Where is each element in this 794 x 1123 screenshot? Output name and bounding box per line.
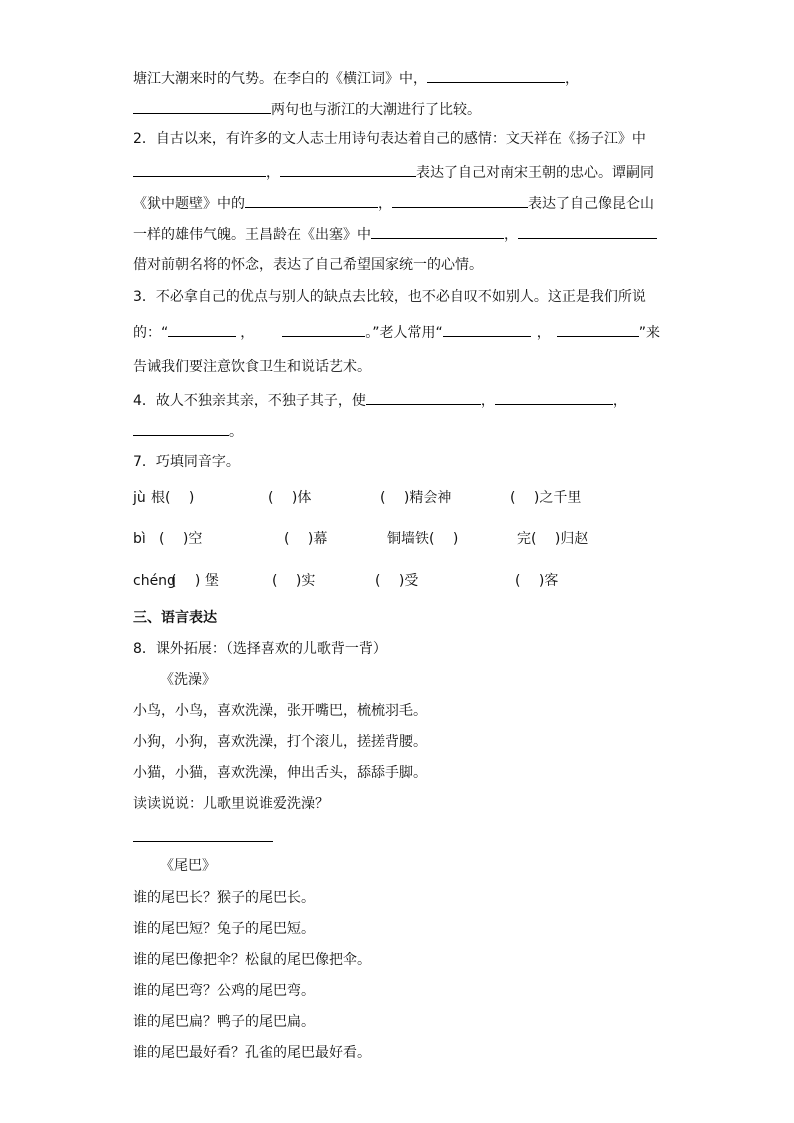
section-heading xyxy=(133,609,217,627)
q3-separator: ， xyxy=(240,325,255,341)
q2-text: 一样的雄伟气魄。王昌龄在《出塞》中 xyxy=(133,227,371,243)
q3-text: ”来 xyxy=(638,325,661,341)
poem1-line-text: 小鸟，小鸟，喜欢洗澡，张开嘴巴，梳梳羽毛。 xyxy=(133,703,427,719)
q2-text: 表达了自己对南宋王朝的忠心。谭嗣同 xyxy=(416,165,654,181)
q4-line-2 xyxy=(133,421,243,441)
q1-line-2 xyxy=(133,99,481,119)
q3-line-2 xyxy=(133,322,660,342)
q7-title xyxy=(133,453,240,471)
q3-text: 。”老人常用“ xyxy=(365,325,443,341)
poem1-title-text: 《洗澡》 xyxy=(160,672,216,688)
q2-text: 《狱中题壁》中的 xyxy=(133,196,245,212)
poem1-line xyxy=(133,702,427,720)
q4-text: 4．故人不独亲其亲，不独子其子，使 xyxy=(133,393,366,409)
q7-title-text: 7．巧填同音字。 xyxy=(133,454,240,470)
poem2-line xyxy=(133,889,315,907)
homophone-item[interactable]: 铜墙铁( ) xyxy=(387,531,459,547)
section-heading-text: 三、语言表达 xyxy=(133,610,217,626)
poem1-line-text: 小猫，小猫，喜欢洗澡，伸出舌头，舔舔手脚。 xyxy=(133,765,427,781)
poem1-question-text: 读读说说：儿歌里说谁爱洗澡？ xyxy=(133,796,329,812)
poem1-line xyxy=(133,764,427,782)
homophone-item[interactable]: ( ) 堡 xyxy=(171,573,219,589)
q2-text: 借对前朝名将的怀念，表达了自己希望国家统一的心情。 xyxy=(133,257,483,273)
q2-separator: ， xyxy=(378,196,392,212)
answer-blank[interactable] xyxy=(557,322,639,337)
poem2-line-text: 谁的尾巴短？兔子的尾巴短。 xyxy=(133,921,315,937)
answer-blank[interactable] xyxy=(366,390,481,405)
q2-line-1 xyxy=(133,130,646,148)
answer-blank[interactable] xyxy=(518,224,657,239)
q8-title xyxy=(133,640,387,658)
poem2-line-text: 谁的尾巴像把伞？松鼠的尾巴像把伞。 xyxy=(133,952,371,968)
q3-text: 的：“ xyxy=(133,325,169,341)
poem1-title xyxy=(160,671,216,689)
homophone-item[interactable]: ( )精会神 xyxy=(380,490,452,506)
poem1-line-text: 小狗，小狗，喜欢洗澡，打个滚儿，搓搓背腰。 xyxy=(133,734,427,750)
homophone-item[interactable]: 完( )归赵 xyxy=(517,531,589,547)
answer-blank[interactable] xyxy=(282,322,365,337)
q2-text: 表达了自己像昆仑山 xyxy=(528,196,654,212)
homophone-item[interactable]: 根( ) xyxy=(151,490,195,506)
q3-text: 3．不必拿自己的优点与别人的缺点去比较，也不必自叹不如别人。这正是我们所说 xyxy=(133,289,646,305)
homophone-item[interactable]: ( )实 xyxy=(272,573,316,589)
q3-line-3 xyxy=(133,358,371,376)
answer-line[interactable] xyxy=(133,841,273,842)
homophone-item[interactable]: ( )之千里 xyxy=(510,490,582,506)
q2-line-2 xyxy=(133,162,654,182)
q4-separator: ， xyxy=(480,393,495,409)
answer-blank[interactable] xyxy=(427,68,565,83)
q1-separator: ， xyxy=(565,71,579,87)
answer-blank[interactable] xyxy=(133,162,266,177)
q3-text: 告诫我们要注意饮食卫生和说话艺术。 xyxy=(133,359,371,375)
poem1-question xyxy=(133,795,329,813)
homophone-item[interactable]: ( )受 xyxy=(375,573,419,589)
q3-line-1 xyxy=(133,288,646,306)
poem2-line xyxy=(133,951,371,969)
answer-blank[interactable] xyxy=(133,99,271,114)
poem2-line xyxy=(133,1013,315,1031)
answer-blank[interactable] xyxy=(245,193,378,208)
q1-line-1 xyxy=(133,68,579,88)
answer-blank[interactable] xyxy=(133,421,229,436)
answer-blank[interactable] xyxy=(392,193,528,208)
q4-line-1 xyxy=(133,390,627,410)
poem2-line xyxy=(133,982,315,1000)
q3-separator: ， xyxy=(536,325,551,341)
answer-blank[interactable] xyxy=(495,390,613,405)
pinyin-label: chéng xyxy=(133,573,176,589)
poem2-line-text: 谁的尾巴长？猴子的尾巴长。 xyxy=(133,890,315,906)
answer-blank[interactable] xyxy=(280,162,416,177)
q1-text: 塘江大潮来时的气势。在李白的《横江词》中， xyxy=(133,71,427,87)
q2-separator: ， xyxy=(266,165,280,181)
poem2-line xyxy=(133,920,315,938)
q2-line-3 xyxy=(133,193,654,213)
poem2-line-text: 谁的尾巴扁？鸭子的尾巴扁。 xyxy=(133,1014,315,1030)
answer-blank[interactable] xyxy=(168,322,236,337)
pinyin-label: jù xyxy=(133,490,146,506)
q2-text: 2．自古以来，有许多的文人志士用诗句表达着自己的感情：文天祥在《扬子江》中 xyxy=(133,131,646,147)
poem2-line-text: 谁的尾巴最好看？孔雀的尾巴最好看。 xyxy=(133,1045,371,1061)
answer-blank[interactable] xyxy=(443,322,531,337)
q1-text: 两句也与浙江的大潮进行了比较。 xyxy=(271,102,481,118)
pinyin-label: bì xyxy=(133,531,146,547)
answer-blank[interactable] xyxy=(371,224,504,239)
q2-line-4 xyxy=(133,224,657,244)
homophone-item[interactable]: ( )幕 xyxy=(284,531,328,547)
homophone-item[interactable]: ( )体 xyxy=(268,490,312,506)
poem2-line-text: 谁的尾巴弯？公鸡的尾巴弯。 xyxy=(133,983,315,999)
homophone-item[interactable]: ( )空 xyxy=(159,531,203,547)
q8-title-text: 8．课外拓展：（选择喜欢的儿歌背一背） xyxy=(133,641,387,657)
poem2-title-text: 《尾巴》 xyxy=(160,858,216,874)
poem2-line xyxy=(133,1044,371,1062)
q4-separator: ， xyxy=(612,393,627,409)
poem2-title xyxy=(160,857,216,875)
q2-separator: ， xyxy=(504,227,518,243)
q2-line-5 xyxy=(133,256,483,274)
homophone-item[interactable]: ( )客 xyxy=(515,573,559,589)
poem1-line xyxy=(133,733,427,751)
q4-text: 。 xyxy=(229,424,243,440)
